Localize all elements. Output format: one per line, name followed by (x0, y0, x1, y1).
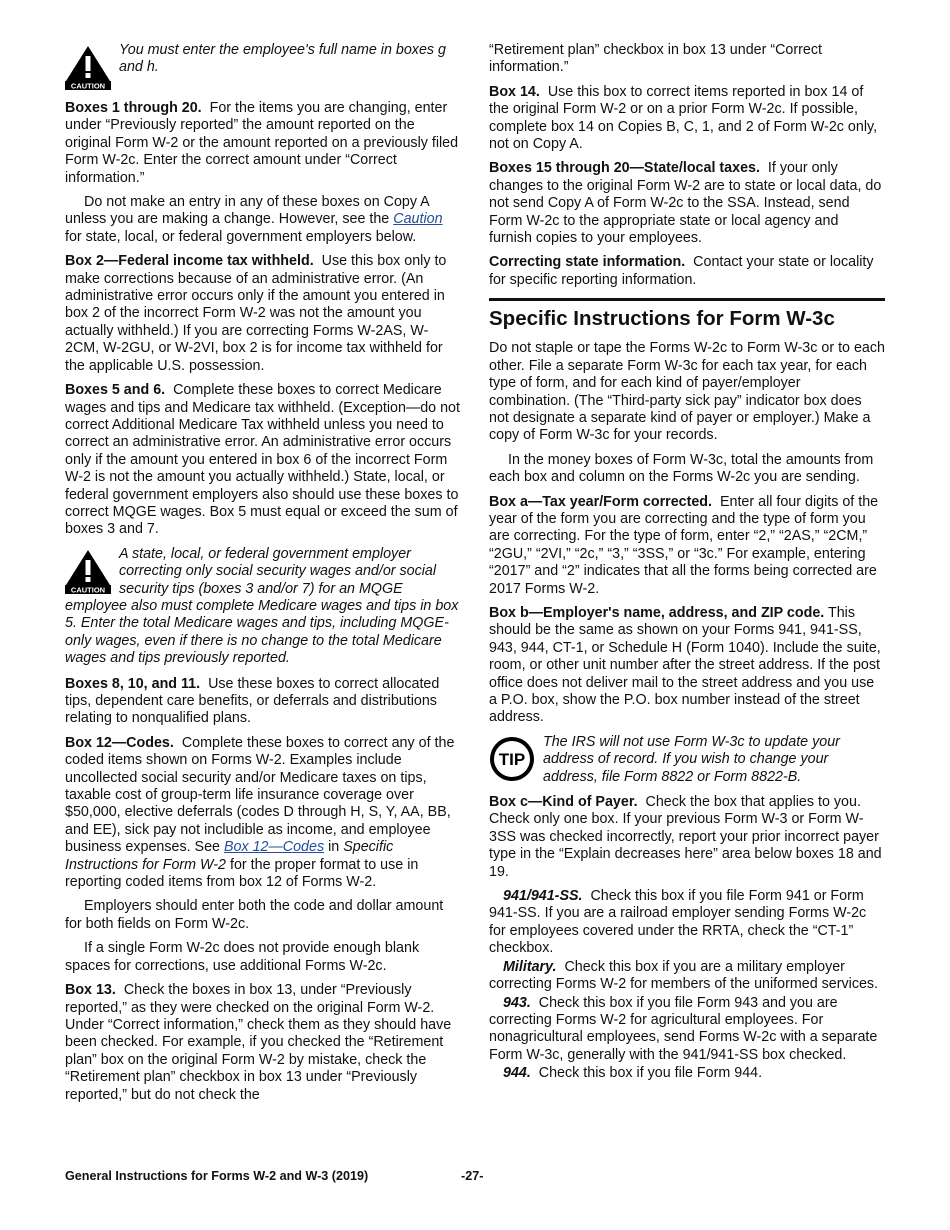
heading: Boxes 8, 10, and 11. (65, 675, 201, 692)
paragraph-boxes-5-6: Boxes 5 and 6. Complete these boxes to correct Medicare wages and tips and Medicare tax withheld. (Exception—do not correct Additional Medicare Tax withheld unless you need to correct an administrative error. An administrative error occurs only if the amount you entered in box 6 of the incorrect Form W-2 is not the amount you actually withheld.) State, local, or federal government employers also should use these boxes to correct MQGE wages. Box 5 must equal or exceed the sum of boxes 3 and 7. (65, 382, 460, 538)
box12-codes-link[interactable]: Box 12—Codes (223, 839, 325, 856)
paragraph-944: 944. Check this box if you file Form 944. (503, 1065, 763, 1082)
heading: 941/941-SS. (503, 888, 583, 905)
section-divider (489, 298, 885, 301)
paragraph-box-14: Box 14. Use this box to correct items reported in box 14 of the original Form W-2 or on a prior Form W-2c. If possible, complete box 14 on Copies B, C, 1, and 2 of Form W-2c only, not on Copy A. (489, 83, 878, 153)
heading: Box 14. (489, 83, 540, 100)
heading: Correcting state information. (489, 254, 686, 271)
svg-text:CAUTION: CAUTION (70, 81, 106, 90)
tip-note (489, 734, 885, 786)
paragraph-943: 943. Check this box if you file Form 943 and you are correcting Forms W-2 for agricultural employees. For nonagricultural employees, send Forms W-2c with a separate Form W-3c, generally with the 941/941-SS box checked. (489, 994, 878, 1063)
tip-icon (489, 736, 535, 782)
svg-text:CAUTION: CAUTION (70, 585, 106, 594)
paragraph-single-form: If a single Form W-2c does not provide enough blank spaces for corrections, use additional Forms W-2c. (65, 940, 420, 974)
paragraph-boxes-15-20: Boxes 15 through 20—State/local taxes. If your only changes to the original Form W-2 are to state or local data, do not send Copy A of Form W-2c to the SSA. Instead, send Form W-2c to the appropriate state or local agency and furnish copies to your employees. (489, 160, 882, 247)
paragraph-box-a: Box a—Tax year/Form corrected. Enter all four digits of the year of the form you are correcting and the type of form you are correcting. For the type of form, enter “2,” “2AS,” “2CM,” “2GU,” “2VI,” “2c,” “3,” “3SS,” or “3c.” For example, entering “2017” and “2” indicates that all the forms being corrected are 2017 Forms W-2. (489, 493, 879, 597)
paragraph-boxes-1-20: Boxes 1 through 20. For the items you are changing, enter under “Previously reported” the amount reported on the original Form W-2 or the amount reported on a previously filed Form W-2c. Enter the correct amount under “Correct information.” (65, 100, 459, 186)
paragraph-money-boxes: In the money boxes of Form W-3c, total the amounts from each box and column on the Forms W-2c you are sending. (489, 451, 874, 486)
heading: Boxes 5 and 6. (65, 382, 166, 399)
caution-text: A state, local, or federal government employer correcting only social security wages and/or social security tips (boxes 3 and/or 7) for an MQGE employee also must complete Medicare wages and tips in box 5. Enter the total Medicare wages and tips, including MQGE-only wages, even if there is no change to the total Medicare wages and tips previously reported. (65, 545, 459, 667)
footer-title: General Instructions for Forms W-2 and W-3 (2019) (65, 1169, 369, 1183)
heading: 944. (503, 1065, 531, 1082)
heading: Box 2—Federal income tax withheld. (65, 253, 314, 270)
paragraph-box-13: Box 13. Check the boxes in box 13, under “Previously reported,” as they were checked on the original Form W-2. Under “Correct information,” check them as they should have been checked. For example, if you checked the “Retirement plan” box on the original Form W-2 by mistake, check the “Retirement plan” checkbox in box 13 under “Previously reported,” but do not check the (65, 982, 452, 1103)
paragraph-box-2: Box 2—Federal income tax withheld. Use this box only to make corrections because of an administrative error. (An administrative error occurs only if the amount you entered in box 2 of the incorrect Form W-2 was not the amount you actually withheld.) If you are correcting Forms W-2AS, W-2CM, W-2GU, or W-2VI, box 2 is for income tax withheld for the applicable U.S. possession. (65, 253, 447, 374)
caution-note-name (65, 42, 462, 92)
caution-text: You must enter the employee's full name in boxes g and h. (119, 42, 446, 76)
heading: Box a—Tax year/Form corrected. (489, 493, 713, 510)
heading: Boxes 15 through 20—State/local taxes. (489, 160, 760, 177)
paragraph-boxes-8-10-11: Boxes 8, 10, and 11. Use these boxes to correct allocated tips, dependent care benefits, or deferrals and distributions relating to nonqualified plans. (65, 675, 440, 727)
heading: Box 12—Codes. (65, 734, 174, 751)
page-number: -27- (461, 1169, 484, 1183)
caution-link[interactable]: Caution (393, 211, 443, 228)
paragraph-w3c-intro: Do not staple or tape the Forms W-2c to Form W-3c or to each other. File a separate Form W-3c for each tax year, for each type of form, and for each kind of payer/employer combination. (The “Third-party sick pay” indicator box does not designate a separate kind of payer or employer.) Make a copy of Form W-3c for your records. (489, 340, 885, 444)
paragraph-state-info: Correcting state information. Contact your state or locality for specific reporting information. (489, 254, 874, 288)
right-column (489, 42, 885, 1084)
heading: Box 13. (65, 982, 116, 999)
paragraph-no-entry: Do not make an entry in any of these boxes on Copy A unless you are making a change. However, see the Caution for state, local, or federal government employers below. (65, 194, 443, 245)
heading: Box b—Employer's name, address, and ZIP code. (489, 604, 825, 621)
paragraph-941: 941/941-SS. Check this box if you file Form 941 or Form 941-SS. If you are a railroad employer sending Forms W-2c for employees covered under the RRTA, check the “CT-1” checkbox. (489, 888, 867, 957)
caution-icon (65, 44, 111, 90)
left-column (65, 42, 462, 1111)
caution-note-mqge (65, 546, 462, 668)
paragraph-box-13-cont: “Retirement plan” checkbox in box 13 under “Correct information.” (489, 42, 822, 76)
paragraph-box-12: Box 12—Codes. Complete these boxes to correct any of the coded items shown on Forms W-2. Examples include uncollected social security and/or Medicare taxes on tips, taxable cost of group-term life insurance coverage over $50,000, elective deferrals (codes D through H, S, Y, AA, BB, and EE), sick pay not includible as income, and employee business expenses. See Box 12—Codes in Specific Instructions for Form W-2 for the proper format to use in reporting coded items from box 12 of Forms W-2. (65, 734, 455, 891)
svg-text:TIP: TIP (498, 749, 526, 769)
paragraph-military: Military. Check this box if you are a military employer correcting Forms W-2 for members of the uniformed services. (489, 958, 879, 993)
paragraph-box-b: Box b—Employer's name, address, and ZIP code. This should be the same as shown on your Forms 941, 941-SS, 943, 944, CT-1, or Schedule H (Form 1040). Include the suite, room, or other unit number after the street address. If the post office does not deliver mail to the street address and you use a P.O. box, show the P.O. box number instead of the street address. (489, 604, 881, 726)
section-title: Specific Instructions for Form W-3c (489, 307, 835, 331)
heading: Boxes 1 through 20. (65, 100, 202, 116)
heading: 943. (503, 994, 531, 1011)
heading: Military. (503, 958, 557, 975)
heading: Box c—Kind of Payer. (489, 794, 638, 811)
paragraph-box-c: Box c—Kind of Payer. Check the box that applies to you. Check only one box. If your previous Form W-3 or Form W-3SS was checked incorrectly, report your prior incorrect payer type in the “Explain decreases here” area below boxes 18 and 19. (489, 794, 882, 880)
tip-text: The IRS will not use Form W-3c to update your address of record. If you wish to change your address, file Form 8822 or Form 8822-B. (543, 733, 840, 785)
paragraph-employers-code: Employers should enter both the code and dollar amount for both fields on Form W-2c. (65, 898, 444, 932)
caution-icon (65, 548, 111, 594)
